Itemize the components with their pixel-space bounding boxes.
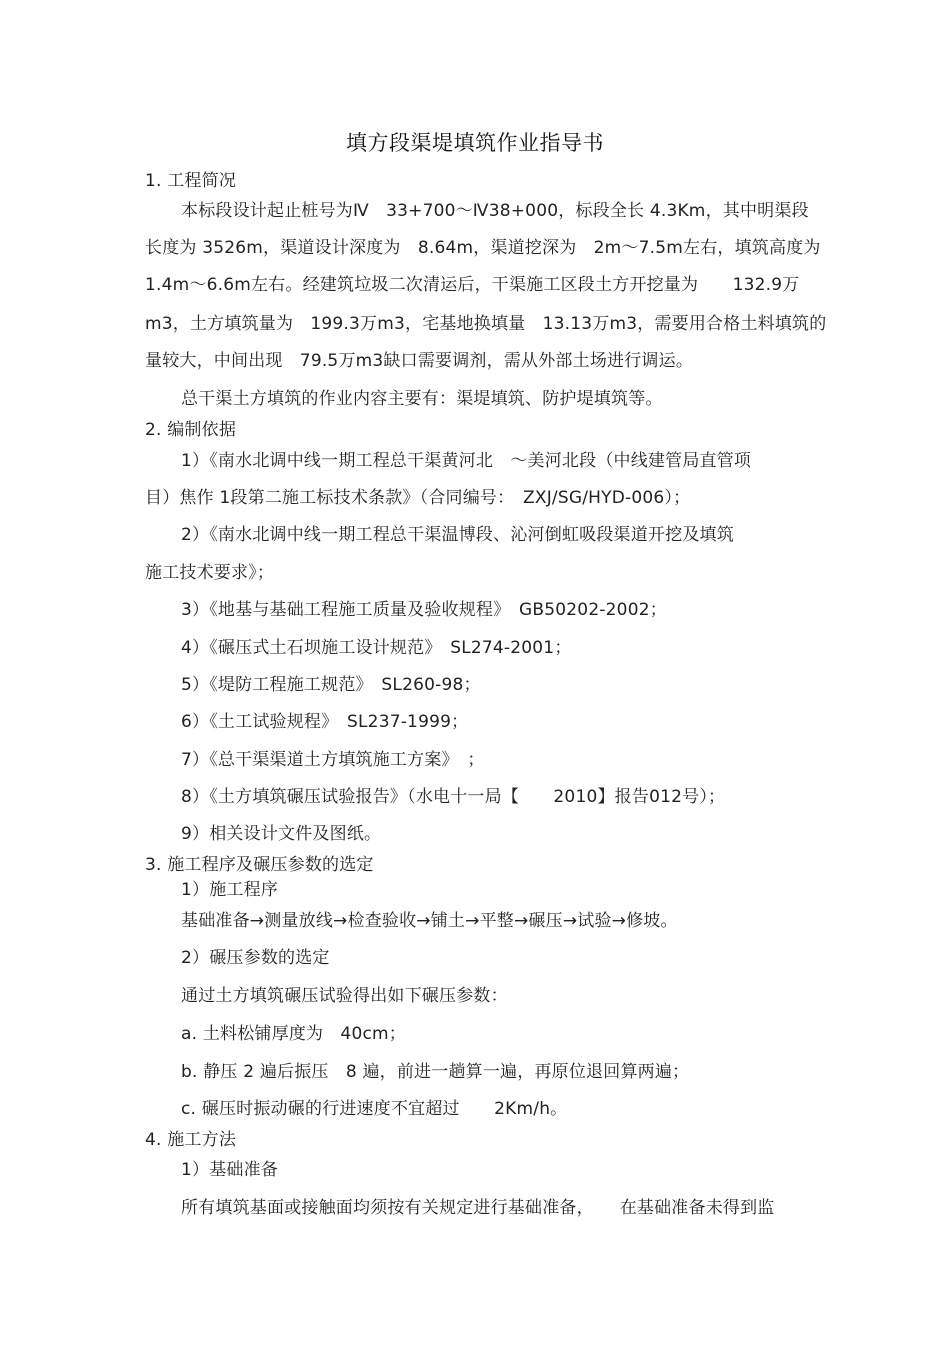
paragraph-line: 3）《地基与基础工程施工质量及验收规程》 GB50202-2002； [181,600,667,620]
section-heading: 3. 施工程序及碾压参数的选定 [145,855,374,875]
paragraph-line: 本标段设计起止桩号为Ⅳ 33+700～Ⅳ38+000，标段全长 4.3Km，其中明渠段 [181,201,809,221]
paragraph-line: 目）焦作 1段第二施工标技术条款》（合同编号： ZXJ/SG/HYD-006）； [145,488,691,508]
paragraph-line: c. 碾压时振动碾的行进速度不宜超过 2Km/h。 [181,1099,568,1119]
paragraph-line: 2）《南水北调中线一期工程总干渠温博段、沁河倒虹吸段渠道开挖及填筑 [181,525,734,545]
paragraph-line: 所有填筑基面或接触面均须按有关规定进行基础准备， 在基础准备未得到监 [181,1198,775,1218]
paragraph-line: 1）《南水北调中线一期工程总干渠黄河北 ～美河北段（中线建管局直管项 [181,451,752,471]
paragraph-line: 量较大，中间出现 79.5万m3缺口需要调剂，需从外部土场进行调运。 [145,351,694,371]
section-heading: 2. 编制依据 [145,420,237,440]
document-title: 填方段渠堤填筑作业指导书 [346,131,604,155]
paragraph-line: b. 静压 2 遍后振压 8 遍，前进一趟算一遍，再原位退回算两遍； [181,1062,690,1082]
paragraph-line: m3，土方填筑量为 199.3万m3，宅基地换填量 13.13万m3，需要用合格土料填筑的 [145,314,827,334]
paragraph-line: 8）《土方填筑碾压试验报告》（水电十一局【 2010】报告012号）； [181,787,726,807]
paragraph-line: a. 土料松铺厚度为 40cm； [181,1024,406,1044]
paragraph-line: 4）《碾压式土石坝施工设计规范》 SL274-2001； [181,638,572,658]
section-heading: 1. 工程简况 [145,171,237,191]
paragraph-line: 总干渠土方填筑的作业内容主要有：渠堤填筑、防护堤填筑等。 [181,389,663,409]
paragraph-line: 基础准备→测量放线→检查验收→铺土→平整→碾压→试验→修坡。 [181,911,678,931]
paragraph-line: 9）相关设计文件及图纸。 [181,824,382,844]
paragraph-line: 2）碾压参数的选定 [181,948,330,968]
section-heading: 4. 施工方法 [145,1130,237,1150]
paragraph-line: 7）《总干渠渠道土方填筑施工方案》 ； [181,750,485,770]
paragraph-line: 长度为 3526m，渠道设计深度为 8.64m，渠道挖深为 2m～7.5m左右，填筑高度为 [145,238,821,258]
paragraph-line: 1）基础准备 [181,1160,279,1180]
paragraph-line: 1.4m～6.6m左右。经建筑垃圾二次清运后，干渠施工区段土方开挖量为 132.9万 [145,275,800,295]
paragraph-line: 6）《土工试验规程》 SL237-1999； [181,712,469,732]
paragraph-line: 1）施工程序 [181,880,279,900]
paragraph-line: 5）《堤防工程施工规范》 SL260-98； [181,675,481,695]
paragraph-line: 施工技术要求》； [145,563,275,583]
paragraph-line: 通过土方填筑碾压试验得出如下碾压参数： [181,986,508,1006]
